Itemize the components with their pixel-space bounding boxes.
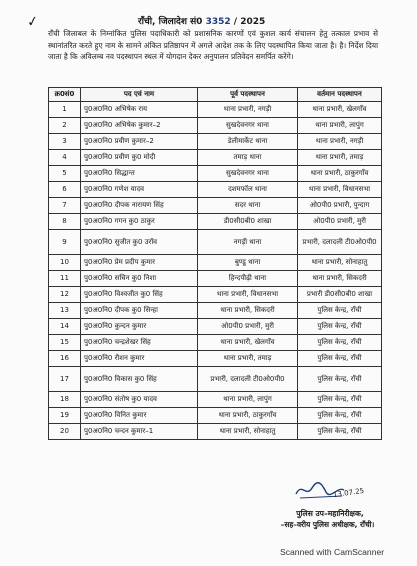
cell-previous-posting: सुखदेवनगर थाना <box>198 166 298 182</box>
cell-previous-posting: थाना प्रभारी, सोनाहातु <box>198 424 298 440</box>
cell-name: पु0अ0नि0 विश्वजीत कु0 सिंह <box>81 287 198 303</box>
cell-serial: 15 <box>49 335 81 351</box>
cell-previous-posting: थाना प्रभारी, खेलगाँव <box>198 335 298 351</box>
table-row <box>49 408 382 424</box>
cell-name: पु0अ0नि0 रौशन कुमार <box>81 351 198 367</box>
table-row <box>49 392 382 408</box>
cell-current-posting: थाना प्रभारी, ठाकुरगाँव <box>298 166 382 182</box>
table-row <box>49 182 382 198</box>
cell-serial: 17 <box>49 367 81 392</box>
signatory-subtitle: –सह–वरीय पुलिस अधीक्षक, राँची। <box>280 520 375 529</box>
memo-header <box>138 14 378 27</box>
cell-current-posting: पुलिस केन्द्र, राँची <box>298 335 382 351</box>
cell-previous-posting: प्रभारी, दलादली टी0ओ0पी0 <box>198 367 298 392</box>
cell-current-posting: थाना प्रभारी, विधानसभा <box>298 182 382 198</box>
cell-serial: 9 <box>49 230 81 255</box>
cell-serial: 2 <box>49 118 81 134</box>
cell-previous-posting: थाना प्रभारी, सिकदरी <box>198 303 298 319</box>
header-current-posting: वर्तमान पदस्थापन <box>298 88 382 102</box>
table-row <box>49 230 382 255</box>
cell-name: पु0अ0नि0 प्रवीण कु0 मोदी <box>81 150 198 166</box>
table-header-row <box>49 88 382 102</box>
table-row <box>49 198 382 214</box>
cell-name: पु0अ0नि0 सचिन कु0 निशा <box>81 271 198 287</box>
table-row <box>49 367 382 392</box>
cell-previous-posting: थाना प्रभारी, विधानसभा <box>198 287 298 303</box>
table-row <box>49 271 382 287</box>
cell-name: पु0अ0नि0 प्रेम प्रदीप कुमार <box>81 255 198 271</box>
table-row <box>49 255 382 271</box>
cell-name: पु0अ0नि0 दीपक कु0 सिन्हा <box>81 303 198 319</box>
table-row <box>49 118 382 134</box>
cell-name: पु0अ0नि0 गगन कु0 ठाकुर <box>81 214 198 230</box>
cell-previous-posting: थाना प्रभारी, लापुंग <box>198 392 298 408</box>
cell-current-posting: पुलिस केन्द्र, राँची <box>298 408 382 424</box>
table-row <box>49 150 382 166</box>
cell-current-posting: थाना प्रभारी, नगड़ी <box>298 134 382 150</box>
cell-name: पु0अ0नि0 दीपक नारायण सिंह <box>81 198 198 214</box>
cell-previous-posting: थाना प्रभारी, तमाड़ <box>198 351 298 367</box>
cell-current-posting: थाना प्रभारी, सिकदरी <box>298 271 382 287</box>
cell-serial: 20 <box>49 424 81 440</box>
scanner-watermark: Scanned with CamScanner <box>280 547 385 557</box>
cell-current-posting: पुलिस केन्द्र, राँची <box>298 303 382 319</box>
cell-previous-posting: तमाड़ थाना <box>198 150 298 166</box>
cell-serial: 1 <box>49 102 81 118</box>
cell-serial: 8 <box>49 214 81 230</box>
cell-serial: 3 <box>49 134 81 150</box>
cell-current-posting: पुलिस केन्द्र, राँची <box>298 424 382 440</box>
transfer-table <box>48 87 382 440</box>
cell-name: पु0अ0नि0 सिद्धान्त <box>81 166 198 182</box>
cell-name: पु0अ0नि0 अभिषेक राय <box>81 102 198 118</box>
cell-serial: 10 <box>49 255 81 271</box>
cell-current-posting: पुलिस केन्द्र, राँची <box>298 351 382 367</box>
cell-serial: 7 <box>49 198 81 214</box>
cell-previous-posting: डी0सी0बी0 शाखा <box>198 214 298 230</box>
cell-serial: 13 <box>49 303 81 319</box>
cell-previous-posting: सदर थाना <box>198 198 298 214</box>
cell-name: पु0अ0नि0 चन्द्रशेखर सिंह <box>81 335 198 351</box>
cell-previous-posting: ओ0पी0 प्रभारी, मुरी <box>198 319 298 335</box>
cell-name: पु0अ0नि0 अभिषेक कुमार–2 <box>81 118 198 134</box>
memo-place-label: राँची, जिलादेश सं0 <box>138 17 203 27</box>
cell-previous-posting: थाना प्रभारी, नगड़ी <box>198 102 298 118</box>
table-row <box>49 351 382 367</box>
cell-serial: 5 <box>49 166 81 182</box>
cell-current-posting: थाना प्रभारी, तमाड़ <box>298 150 382 166</box>
cell-previous-posting: दशमफॉल थाना <box>198 182 298 198</box>
cell-current-posting: थाना प्रभारी, खेलगाँव <box>298 102 382 118</box>
cell-previous-posting: बुण्डू थाना <box>198 255 298 271</box>
table-row <box>49 319 382 335</box>
cell-current-posting: प्रभारी डी0सी0बी0 शाखा <box>298 287 382 303</box>
cell-current-posting: प्रभारी, दलादली टी0ओ0पी0 <box>298 230 382 255</box>
cell-name: पु0अ0नि0 संतोष कु0 यादव <box>81 392 198 408</box>
signature-date: 13.07.25 <box>332 486 365 500</box>
cell-serial: 12 <box>49 287 81 303</box>
cell-serial: 4 <box>49 150 81 166</box>
table-row <box>49 303 382 319</box>
cell-current-posting: थाना प्रभारी, लापुंग <box>298 118 382 134</box>
cell-serial: 14 <box>49 319 81 335</box>
order-paragraph: राँची जिलाबल के निम्नांकित पुलिस पदाधिकारी को प्रशासनिक कारणों एवं कुशल कार्य संचालन हेतु तत्काल प्रभाव से स्थानांतरित करते हुए नाम के सामने अंकित प्रतिष्ठापन में अगले आदेश तक के लिए पदस्थापित किया जाता है। है। निर्देश दिया जाता है कि अविलम्ब नव पदस्थापन स्थल में योगदान देकर अनुपालन प्रतिवेदन समर्पित करेंगे। <box>48 29 378 62</box>
header-serial: क्र0सं0 <box>49 88 81 102</box>
table-row <box>49 335 382 351</box>
cell-current-posting: ओ0पी0 प्रभारी, पुन्दाग <box>298 198 382 214</box>
cell-previous-posting: डेलीमार्केट थाना <box>198 134 298 150</box>
header-name: पद एवं नाम <box>81 88 198 102</box>
memo-year: / 2025 <box>233 17 266 27</box>
cell-serial: 18 <box>49 392 81 408</box>
table-row <box>49 287 382 303</box>
cell-name: पु0अ0नि0 गणेश यादव <box>81 182 198 198</box>
cell-previous-posting: थाना प्रभारी, ठाकुरगाँव <box>198 408 298 424</box>
cell-serial: 6 <box>49 182 81 198</box>
signatory-title: पुलिस उप–महानिरीक्षक, <box>296 509 364 518</box>
cell-name: पु0अ0नि0 विकास कु0 सिंह <box>81 367 198 392</box>
table-row <box>49 134 382 150</box>
cell-current-posting: पुलिस केन्द्र, राँची <box>298 392 382 408</box>
header-previous-posting: पूर्व पदस्थापन <box>198 88 298 102</box>
cell-previous-posting: नगड़ी थाना <box>198 230 298 255</box>
cell-current-posting: पुलिस केन्द्र, राँची <box>298 319 382 335</box>
cell-serial: 11 <box>49 271 81 287</box>
cell-current-posting: पुलिस केन्द्र, राँची <box>298 367 382 392</box>
cell-name: पु0अ0नि0 सुजीत कु0 उरॉव <box>81 230 198 255</box>
cell-previous-posting: सुखदेवनगर थाना <box>198 118 298 134</box>
cell-current-posting: ओ0पी0 प्रभारी, मुरी <box>298 214 382 230</box>
cell-name: पु0अ0नि0 प्रवीण कुमार–2 <box>81 134 198 150</box>
cell-name: पु0अ0नि0 कुन्दन कुमार <box>81 319 198 335</box>
cell-name: पु0अ0नि0 विनित कुमार <box>81 408 198 424</box>
cell-current-posting: थाना प्रभारी, सोनाहातु <box>298 255 382 271</box>
table-row <box>49 166 382 182</box>
cell-previous-posting: हिन्दपीढ़ी थाना <box>198 271 298 287</box>
cell-serial: 19 <box>49 408 81 424</box>
table-row <box>49 214 382 230</box>
table-row <box>49 102 382 118</box>
cell-name: पु0अ0नि0 चन्दन कुमार–1 <box>81 424 198 440</box>
memo-number: 3352 <box>205 17 231 27</box>
cell-serial: 16 <box>49 351 81 367</box>
table-row <box>49 424 382 440</box>
check-mark-icon: ✓ <box>25 13 41 31</box>
